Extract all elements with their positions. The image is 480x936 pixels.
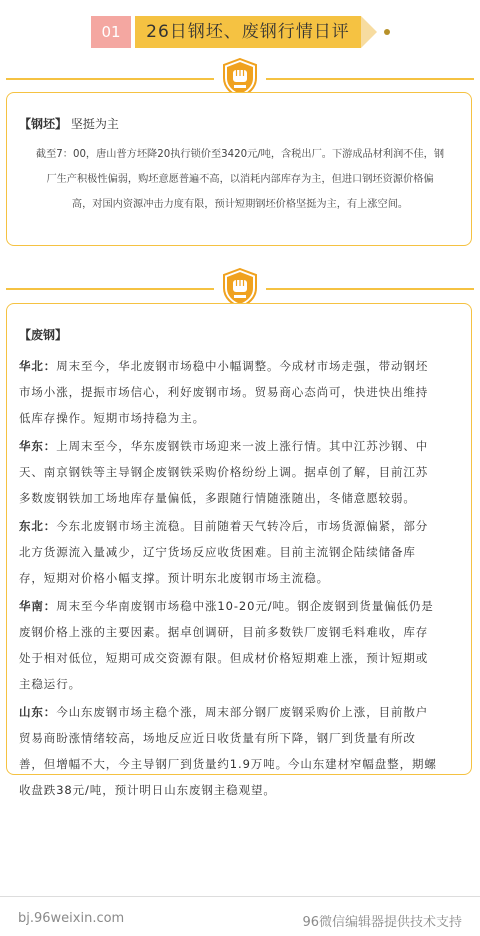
region-paragraph-dongbei [19, 513, 461, 591]
paragraph-line: 善，但增幅不大，今主导钢厂到货量约1.9万吨。今山东建材窄幅盘整，期螺 [19, 757, 437, 771]
scrap-card [6, 303, 472, 797]
paragraph-line: 存，短期对价格小幅支撑。预计明东北废钢市场主流稳。 [19, 571, 329, 585]
scrap-tag: 【废钢】 [19, 328, 68, 342]
divider-line [6, 78, 214, 80]
paragraph-line: 周末至今华南废钢市场稳中涨10-20元/吨。钢企废钢到货量偏低仍是 [56, 599, 434, 613]
paragraph-line: 北方货源流入量减少，辽宁货场反应收货困难。目前主流钢企陆续储备库 [19, 545, 416, 559]
divider-line [266, 78, 474, 80]
paragraph-line: 今东北废钢市场主流稳。目前随着天气转冷后，市场货源偏紧，部分 [56, 519, 429, 533]
title-arrow-decoration [361, 16, 377, 48]
billet-line: 截至7：00，唐山普方坯降20执行锁价至3420元/吨，含税出厂。下游成品材利润不佳，钢 [35, 149, 445, 160]
footer-bar [0, 896, 480, 936]
footer-credit: 96微信编辑器提供技术支持 [302, 915, 462, 930]
divider-line [266, 288, 474, 290]
billet-subtitle: 坚挺为主 [70, 117, 119, 131]
region-label: 华南： [19, 599, 57, 613]
paragraph-line: 多数废钢铁加工场地库存量偏低，多跟随行情随涨随出，冬储意愿较弱。 [19, 491, 416, 505]
paragraph-line: 收盘跌38元/吨，预计明日山东废钢主稳观望。 [19, 783, 276, 797]
section-title [91, 16, 391, 48]
paragraph-line: 周末至今，华北废钢市场稳中小幅调整。今成材市场走强，带动钢坯 [56, 359, 429, 373]
billet-card [6, 92, 472, 246]
fist-badge-icon [222, 268, 258, 308]
paragraph-line: 低库存操作。短期市场持稳为主。 [19, 411, 205, 425]
region-paragraph-shandong [19, 699, 461, 803]
region-label: 山东： [19, 705, 57, 719]
paragraph-line: 天、南京钢铁等主导钢企废钢铁采购价格纷纷上调。据卓创了解，目前江苏 [19, 465, 429, 479]
paragraph-line: 今山东废钢市场主稳个涨，周末部分钢厂废钢采购价上涨，目前散户 [56, 705, 429, 719]
paragraph-line: 上周末至今，华东废钢铁市场迎来一波上涨行情。其中江苏沙钢、中 [56, 439, 429, 453]
region-label: 东北： [19, 519, 57, 533]
billet-heading [19, 115, 461, 132]
billet-tag: 【钢坯】 [19, 117, 68, 131]
billet-line: 厂生产积极性偏弱，购坯意愿普遍不高，以消耗内部库存为主，但进口钢坯资源价格偏 [46, 174, 434, 185]
divider-line [6, 288, 214, 290]
paragraph-line: 市场小涨，提振市场信心，利好废钢市场。贸易商心态尚可，快进快出维持 [19, 385, 429, 399]
region-label: 华北： [19, 359, 57, 373]
region-label: 华东： [19, 439, 57, 453]
footer-site-link[interactable]: bj.96weixin.com [18, 911, 125, 926]
region-paragraph-huanan [19, 593, 461, 697]
divider-2 [6, 268, 474, 308]
section-title-text: 26日钢坯、废钢行情日评 [135, 16, 361, 48]
title-dot-decoration [384, 29, 390, 35]
paragraph-line: 贸易商盼涨情绪较高，场地反应近日收货量有所下降，钢厂到货量有所改 [19, 731, 416, 745]
billet-line: 高，对国内资源冲击力度有限，预计短期钢坯价格坚挺为主，有上涨空间。 [71, 199, 409, 210]
section-number: 01 [91, 16, 131, 48]
paragraph-line: 主稳运行。 [19, 677, 81, 691]
paragraph-line: 废钢价格上涨的主要因素。据卓创调研，目前多数铁厂废钢毛料难收，库存 [19, 625, 429, 639]
region-paragraph-huadong [19, 433, 461, 511]
scrap-heading [19, 326, 461, 343]
paragraph-line: 处于相对低位，短期可成交资源有限。但成材价格短期难上涨，预计短期或 [19, 651, 429, 665]
region-paragraph-huabei [19, 353, 461, 431]
